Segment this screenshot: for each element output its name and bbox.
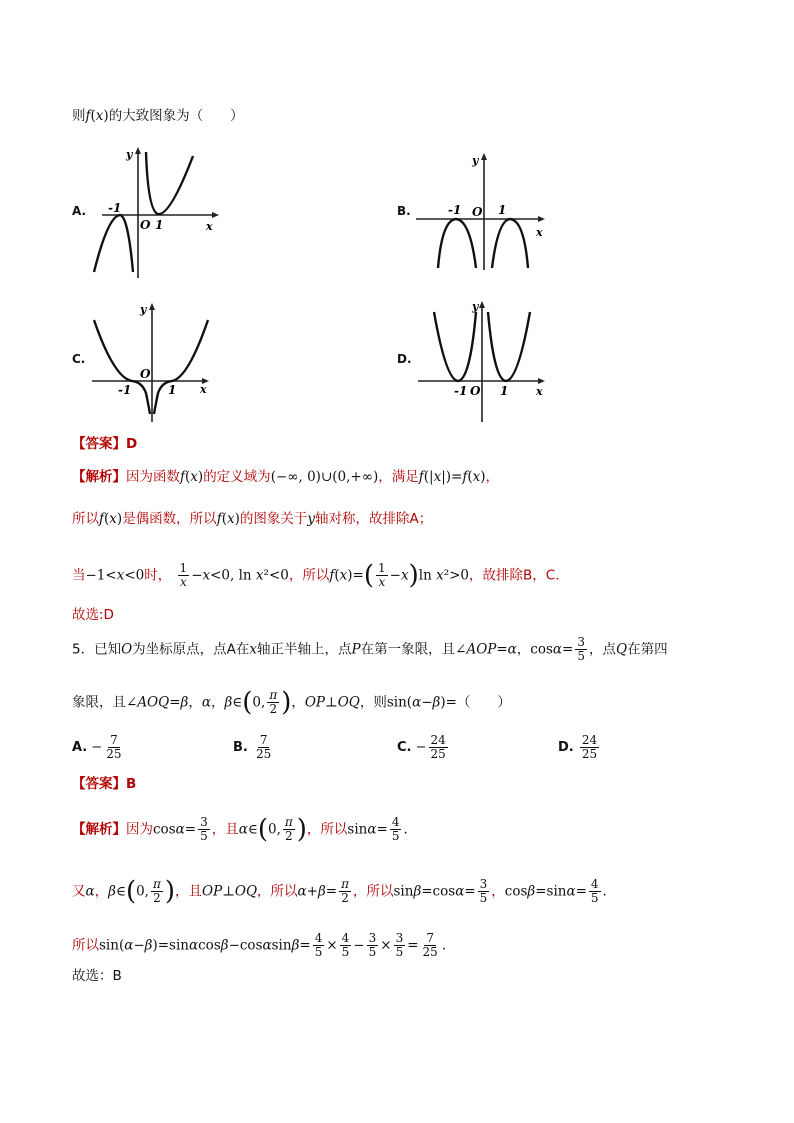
q4-analysis-line2: 所以f(x)是偶函数，所以f(x)的图象关于y轴对称，故排除A； (72, 511, 433, 527)
q4-analysis-line1: 【解析】因为函数f(x)的定义域为(−∞, 0)∪(0,+∞)，满足f(|x|)=f(x)， (72, 469, 500, 485)
axis-y-label: y (126, 148, 133, 161)
option-b-label[interactable]: B. (397, 204, 411, 218)
q5-stem-line1: 5．已知O为坐标原点，点A在x轴正半轴上，点P在第一象限，且∠AOP=α，cosα= $\frac{3}{5}$ ，点Q在第四 (72, 635, 668, 663)
curve-graph-d[interactable] (412, 298, 552, 424)
q5-answer: 【答案】B (72, 776, 137, 792)
answer-tag: 【答案】 (72, 436, 126, 452)
q5-conclusion: 故选：B (72, 968, 122, 984)
tick-neg1-label: -1 (108, 201, 122, 215)
svg-text:O: O (140, 367, 151, 381)
svg-text:x: x (536, 226, 543, 239)
curve-graph-c[interactable] (88, 298, 228, 424)
svg-text:O: O (472, 205, 483, 219)
q4-analysis-line3: 当−1<x<0时， $\frac{1}{x}$ −x<0, ln x²<0，所以f(x)=( $\frac{1}{x}$ −x)ln x²>0，故排除B，C. (72, 560, 560, 591)
svg-text:y: y (140, 303, 147, 316)
svg-text:1: 1 (500, 384, 509, 398)
q5-option-d[interactable]: D. $\frac{24}{25}$ (558, 733, 598, 761)
q5-analysis-line1: 【解析】因为cosα= $\frac{3}{5}$ ，且α∈(0, $\frac{\pi}{2}$ )，所以sinα= $\frac{4}{5}$ . (72, 814, 408, 845)
option-c-label[interactable]: C. (72, 352, 86, 366)
svg-text:y: y (472, 300, 479, 313)
svg-text:y: y (472, 154, 479, 167)
q5-option-a[interactable]: A. − $\frac{7}{25}$ (72, 733, 122, 761)
q5-analysis-line2: 又α，β∈(0, $\frac{\pi}{2}$ )，且OP⊥OQ，所以α+β= $\frac{\pi}{2}$ ，所以sinβ=cosα= $\frac{3}{5}$ ，cosβ=sinα= $\frac{4}{5}$ . (72, 876, 607, 907)
q5-option-b[interactable]: B. $\frac{7}{25}$ (233, 733, 272, 761)
svg-text:-1: -1 (448, 203, 462, 217)
svg-text:O: O (470, 384, 481, 398)
svg-text:x: x (536, 385, 543, 398)
axis-x-label: x (206, 220, 213, 233)
q5-stem-line2: 象限，且∠AOQ=β，α，β∈(0, $\frac{\pi}{2}$ )，OP⊥OQ，则sin(α−β)=（ ） (72, 687, 511, 718)
svg-text:-1: -1 (454, 384, 468, 398)
svg-text:1: 1 (498, 203, 507, 217)
option-d-label[interactable]: D. (397, 352, 412, 366)
q4-answer (72, 434, 137, 454)
q5-analysis-line3: 所以sin(α−β)=sinαcosβ−cosαsinβ= $\frac{4}{5}$ × $\frac{4}{5}$ − $\frac{3}{5}$ × $\frac{3}{5}$ = $\frac{7}{25}$ . (72, 931, 447, 959)
svg-text:1: 1 (168, 383, 177, 397)
svg-text:-1: -1 (118, 383, 132, 397)
option-a-label[interactable]: A. (72, 204, 87, 218)
question-number: 5． (72, 641, 95, 658)
analysis-tag: 【解析】 (72, 469, 126, 485)
q4-conclusion: 故选:D (72, 607, 114, 623)
answer-value: D (126, 436, 138, 452)
tick-1-label: 1 (155, 218, 164, 232)
curve-graph-b[interactable] (412, 150, 552, 274)
curve-graph-a[interactable] (88, 146, 228, 280)
svg-text:x: x (200, 383, 207, 396)
q4-stem: 则f(x)的大致图象为（ ） (72, 108, 244, 124)
origin-label: O (140, 218, 151, 232)
q5-option-c[interactable]: C. − $\frac{24}{25}$ (397, 733, 446, 761)
